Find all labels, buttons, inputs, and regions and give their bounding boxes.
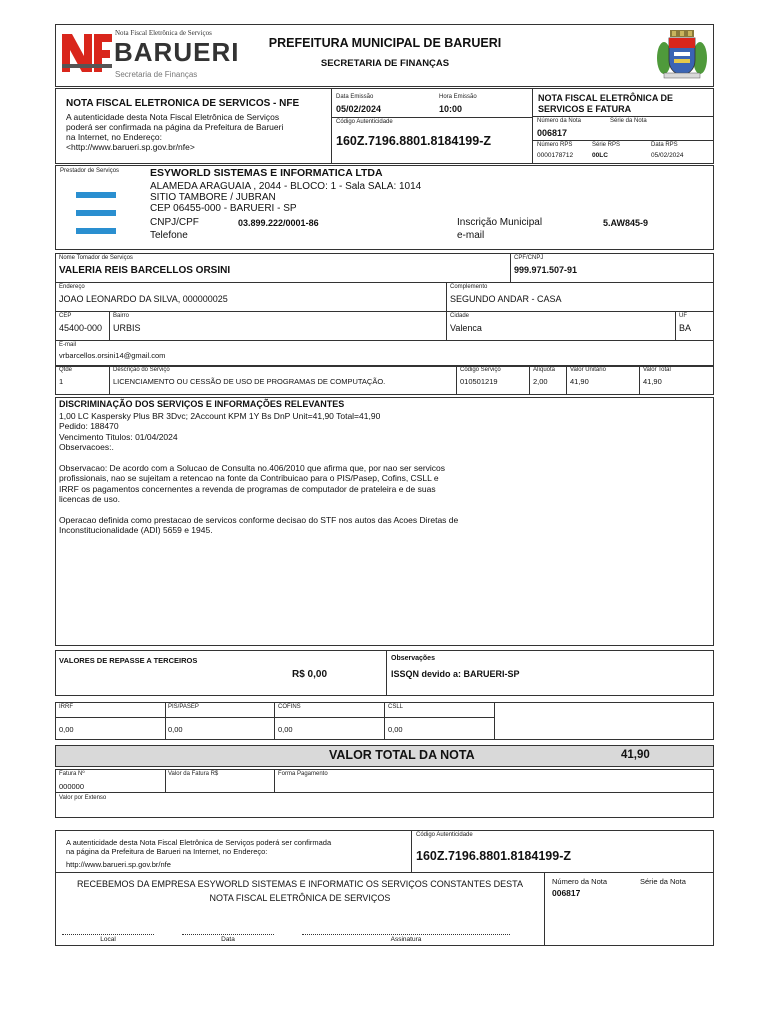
municipal-value: 5.AW845-9 <box>603 218 649 228</box>
invoice-number: 006817 <box>537 128 568 138</box>
series-label: Série da Nota <box>610 118 647 124</box>
customer-cpf: 999.971.507-91 <box>514 265 578 275</box>
footer-auth-text: A autenticidade desta Nota Fiscal Eletrônica de Serviços poderá ser confirmada na página da Prefeitura de Barueri na Internet, no Endereço: <box>66 838 332 856</box>
customer-name-label: Nome Tomador de Serviços <box>59 255 133 261</box>
footer-code: 160Z.7196.8801.8184199-Z <box>416 849 571 863</box>
provider-logo-stripe <box>76 210 116 216</box>
footer-series-label: Série da Nota <box>640 877 686 886</box>
csll-label: CSLL <box>388 704 404 710</box>
rps-series: 00LC <box>592 152 608 159</box>
provider-logo-stripe <box>76 228 116 234</box>
irrf-value: 0,00 <box>59 725 74 734</box>
customer-district: URBIS <box>113 323 141 333</box>
service-qty: 1 <box>59 377 64 386</box>
auth-code: 160Z.7196.8801.8184199-Z <box>336 134 491 148</box>
cep-label: CEP <box>59 313 72 319</box>
municipal-label: Inscrição Municipal <box>457 217 543 228</box>
local-line <box>62 934 154 935</box>
local-label: Local <box>100 936 116 943</box>
customer-address: JOAO LEONARDO DA SILVA, 000000025 <box>59 294 228 304</box>
customer-uf: BA <box>679 323 692 333</box>
receipt-text: RECEBEMOS DA EMPRESA ESYWORLD SISTEMAS E INFORMATIC OS SERVIÇOS CONSTANTES DESTA NOTA FISCAL ELETRÔNICA DE SERVIÇOS <box>77 879 523 903</box>
uf-label: UF <box>679 313 687 319</box>
customer-name: VALERIA REIS BARCELLOS ORSINI <box>59 265 231 276</box>
payment-label: Forma Pagamento <box>278 771 328 777</box>
emission-time: 10:00 <box>439 104 463 114</box>
rps-series-label: Série RPS <box>592 142 621 148</box>
provider-address: ALAMEDA ARAGUAIA , 2044 - BLOCO: 1 - Sala SALA: 1014 SITIO TAMBORE / JUBRAN CEP 06455-000 - BARUERI - SP <box>150 181 422 214</box>
logo-caption-top: Nota Fiscal Eletrônica de Serviços <box>115 29 212 37</box>
customer-cpf-label: CPF/CNPJ <box>514 255 544 261</box>
nfe-title: NOTA FISCAL ELETRONICA DE SERVICOS - NFE <box>66 98 300 109</box>
rate-label: Alíquota <box>533 367 556 373</box>
barueri-logo <box>60 28 240 82</box>
customer-email-label: E-mail <box>59 342 77 348</box>
phone-label: Telefone <box>150 230 188 241</box>
rps-number-label: Número RPS <box>537 142 573 148</box>
provider-logo-stripe <box>76 192 116 198</box>
signature-line <box>302 934 510 935</box>
fatura-value-label: Valor da Fatura R$ <box>168 771 219 777</box>
fatura-value: 000000 <box>59 782 85 791</box>
desc-label: Descrição do Serviço <box>113 367 170 373</box>
rps-date: 05/02/2024 <box>651 152 684 159</box>
district-label: Bairro <box>113 313 130 319</box>
customer-complement: SEGUNDO ANDAR - CASA <box>450 294 562 304</box>
repasse-value: R$ 0,00 <box>292 669 328 680</box>
pis-value: 0,00 <box>168 725 183 734</box>
date-label: Data <box>221 936 235 943</box>
coat-of-arms-icon <box>656 30 708 80</box>
total-value: 41,90 <box>621 749 650 761</box>
service-unit: 41,90 <box>570 377 589 386</box>
cnpj-label: CNPJ/CPF <box>150 217 199 228</box>
emission-date-label: Data Emissão <box>336 94 374 100</box>
cofins-label: COFINS <box>278 704 301 710</box>
footer-number: 006817 <box>552 888 581 898</box>
logo-city: BARUERI <box>114 37 240 67</box>
cnpj-value: 03.899.222/0001-86 <box>238 218 319 228</box>
invoice-box <box>55 769 714 818</box>
irrf-label: IRRF <box>59 704 73 710</box>
emission-time-label: Hora Emissão <box>439 94 477 100</box>
repasse-label: VALORES DE REPASSE A TERCEIROS <box>59 656 198 665</box>
customer-email: vrbarcellos.orsini14@gmail.com <box>59 351 166 360</box>
city-label: Cidade <box>450 313 470 319</box>
qty-label: Qtde <box>59 367 73 373</box>
provider-name: ESYWORLD SISTEMAS E INFORMATICA LTDA <box>150 167 383 179</box>
provider-email-label: e-mail <box>457 230 485 241</box>
complement-label: Complemento <box>450 284 488 290</box>
customer-city: Valenca <box>450 323 482 333</box>
discrimination-text: 1,00 LC Kaspersky Plus BR 3Dvc; 2Account KPM 1Y Bs DnP Unit=41,90 Total=41,90 Pedido: 188470 Vencimento Titulos: 01/04/2024 Observacoes:. Observacao: De acordo com a Solucao de Consulta no.406/2010 que afirma que, por nao ser servicos profissionais, nao se sujeitam a retencao na fonte da Contribuicao para o PIS/Pasep, Cofins, CSLL e IRRF os pagamentos concernentes a revenda de programas de computador de prateleira e de suas licencas de uso. Operacao definida como prestacao de servicos conforme decisao do STF nos autos das Acoes Diretas de Inconstitucionalidade (ADI) 5659 e 1945. <box>59 411 459 536</box>
date-line <box>182 934 274 935</box>
service-desc: LICENCIAMENTO OU CESSÃO DE USO DE PROGRAMAS DE COMPUTAÇÃO. <box>113 377 386 386</box>
code-label: Código Serviço <box>460 367 501 373</box>
auth-code-label: Código Autenticidade <box>336 119 393 125</box>
csll-value: 0,00 <box>388 725 403 734</box>
total-label: VALOR TOTAL DA NOTA <box>329 748 475 762</box>
service-code: 010501219 <box>460 377 498 386</box>
unit-label: Valor Unitário <box>570 367 606 373</box>
service-total: 41,90 <box>643 377 662 386</box>
footer-number-label: Número da Nota <box>552 877 608 886</box>
invoice-title: NOTA FISCAL ELETRÔNICA DE SERVICOS E FATURA <box>538 93 673 114</box>
pis-label: PIS/PASEP <box>168 704 199 710</box>
cofins-value: 0,00 <box>278 725 293 734</box>
emission-date: 05/02/2024 <box>336 104 382 114</box>
nf-logo-icon <box>62 30 112 76</box>
discrimination-title: DISCRIMINAÇÃO DOS SERVIÇOS E INFORMAÇÕES RELEVANTES <box>59 399 345 409</box>
obs-value: ISSQN devido a: BARUERI-SP <box>391 669 520 679</box>
customer-cep: 45400-000 <box>59 323 103 333</box>
footer-url: http://www.barueri.sp.gov.br/nfe <box>66 860 171 869</box>
rps-number: 0000178712 <box>537 152 574 159</box>
service-rate: 2,00 <box>533 377 548 386</box>
department-title: SECRETARIA DE FINANÇAS <box>320 58 450 69</box>
rps-date-label: Data RPS <box>651 142 678 148</box>
fatura-label: Fatura Nº <box>59 771 85 777</box>
footer-code-label: Código Autenticidade <box>416 832 473 838</box>
city-title: PREFEITURA MUNICIPAL DE BARUERI <box>268 36 502 50</box>
total-label-small: Valor Total <box>643 367 671 373</box>
nfe-auth-text: A autenticidade desta Nota Fiscal Eletrônica de Serviços poderá ser confirmada na página da Prefeitura de Barueri na Internet, no Endereço: <http://www.barueri.sp.gov.br/nfe> <box>66 112 284 152</box>
number-label: Número da Nota <box>537 118 582 124</box>
provider-label: Prestador de Serviços <box>60 168 120 174</box>
logo-caption-bottom: Secretaria de Finanças <box>115 70 198 79</box>
address-label: Endereço <box>59 284 85 290</box>
extenso-label: Valor por Extenso <box>59 795 107 801</box>
signature-label: Assinatura <box>390 936 422 943</box>
obs-label: Observações <box>391 655 435 662</box>
